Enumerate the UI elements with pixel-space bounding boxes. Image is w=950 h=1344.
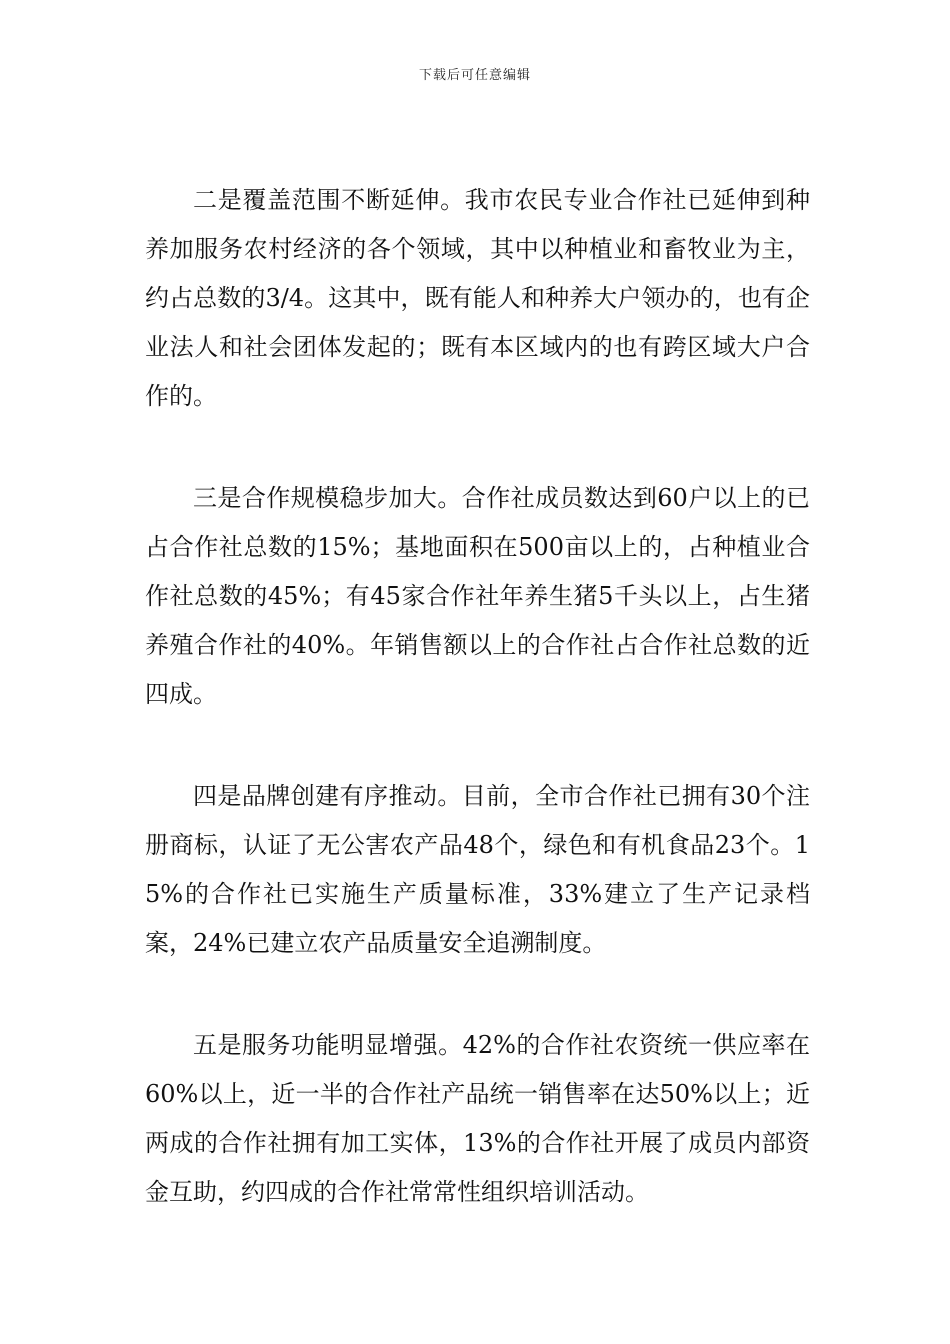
paragraph-scale: 三是合作规模稳步加大。合作社成员数达到60户以上的已占合作社总数的15%；基地面积在500亩以上的，占种植业合作社总数的45%；有45家合作社年养生猪5千头以上，占生猪养殖合作社的40%。年销售额以上的合作社占合作社总数的近四成。	[145, 484, 810, 708]
paragraph-service: 五是服务功能明显增强。42%的合作社农资统一供应率在60%以上，近一半的合作社产品统一销售率在达50%以上；近两成的合作社拥有加工实体，13%的合作社开展了成员内部资金互助，约四成的合作社常常性组织培训活动。	[145, 1031, 810, 1206]
paragraph-brand: 四是品牌创建有序推动。目前，全市合作社已拥有30个注册商标，认证了无公害农产品48个，绿色和有机食品23个。15%的合作社已实施生产质量标准，33%建立了生产记录档案，24%已建立农产品质量安全追溯制度。	[145, 782, 810, 957]
paragraph-coverage: 二是覆盖范围不断延伸。我市农民专业合作社已延伸到种养加服务农村经济的各个领域，其中以种植业和畜牧业为主，约占总数的3/4。这其中，既有能人和种养大户领办的，也有企业法人和社会团体发起的；既有本区域内的也有跨区域大户合作的。	[145, 186, 810, 410]
document-body	[145, 176, 810, 1270]
page-header: 下载后可任意编辑	[418, 68, 531, 83]
